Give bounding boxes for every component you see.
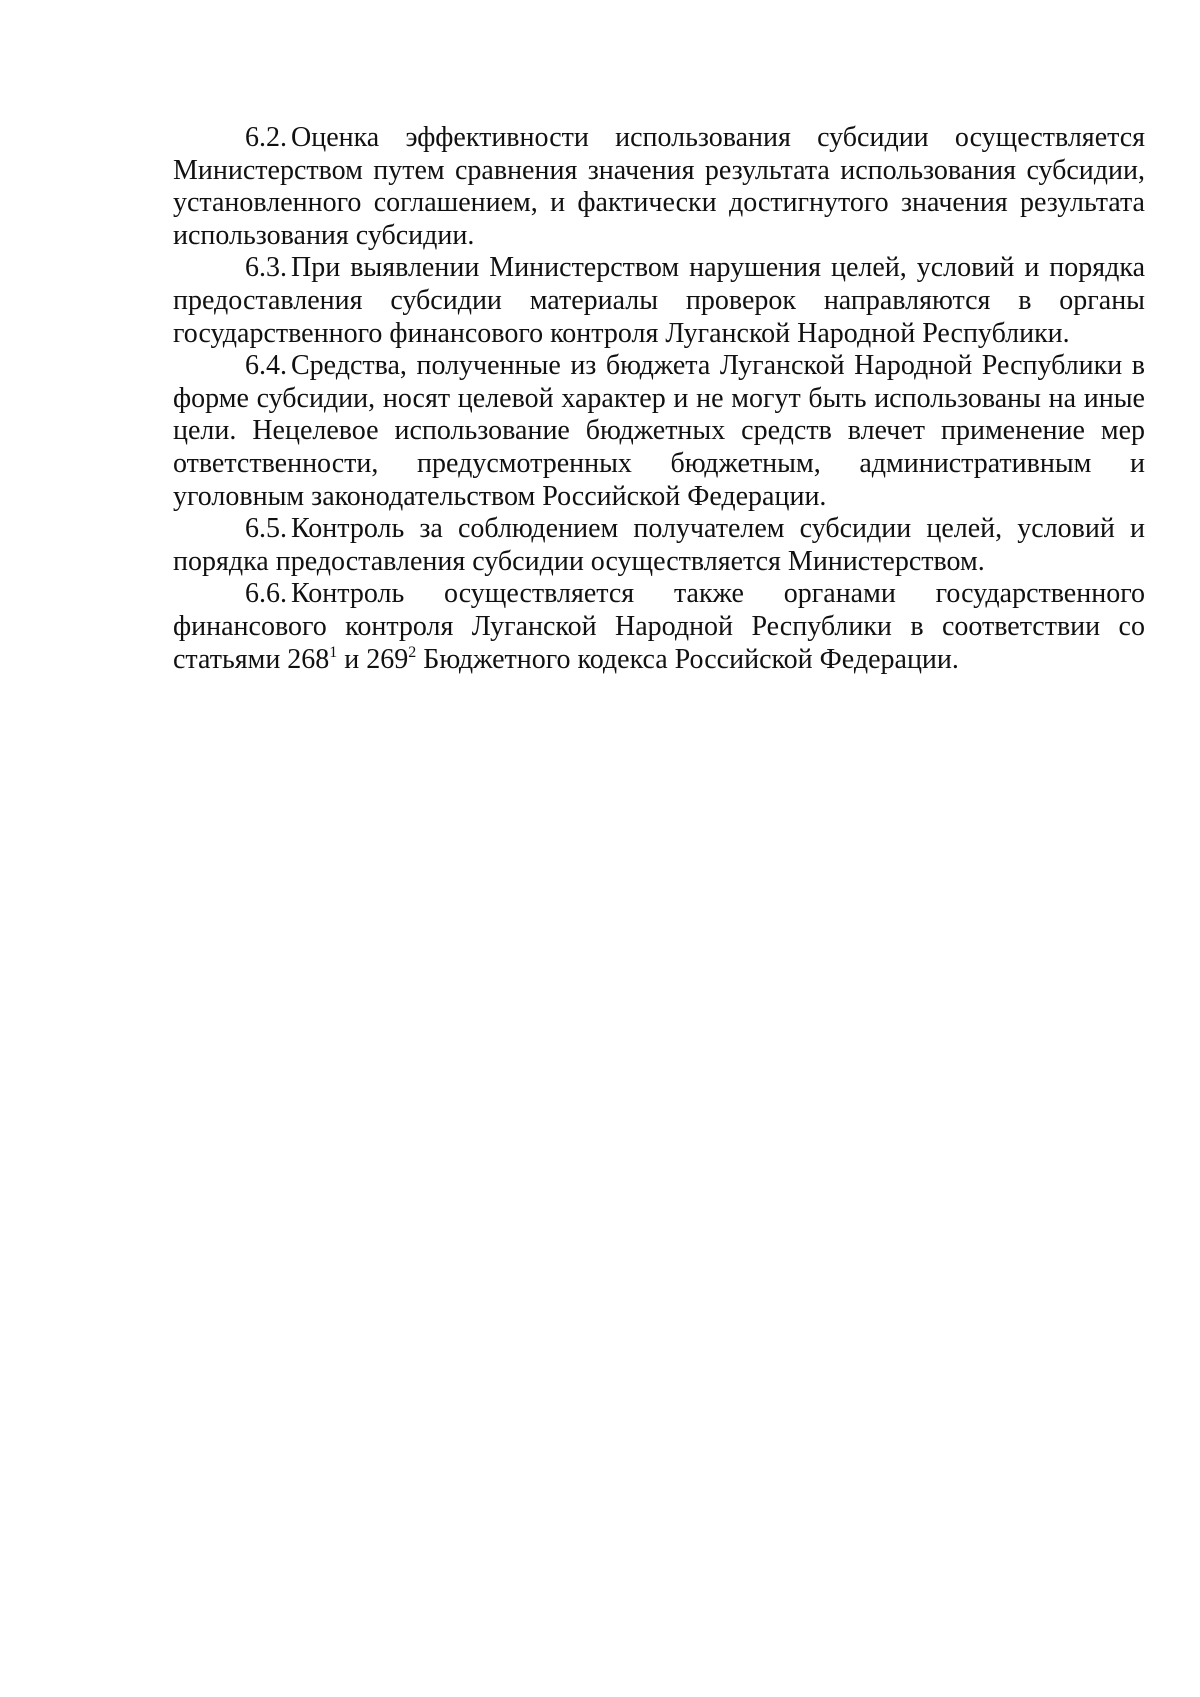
paragraph-6-3 [173, 252, 1145, 350]
paragraph-text: При выявлении Министерством нарушения целей, условий и порядка предоставления субсидии материалы проверок направляются в органы государственного финансового контроля Луганской Народной Республики. [173, 252, 1145, 349]
paragraph-6-4 [173, 350, 1145, 513]
paragraph-6-2 [173, 122, 1145, 252]
paragraph-text: Оценка эффективности использования субсидии осуществляется Министерством путем сравнения значения результата использования субсидии, установленного соглашением, и фактически достигнутого значения результата использования субсидии. [173, 122, 1145, 251]
paragraph-text: Контроль за соблюдением получателем субсидии целей, условий и порядка предоставления субсидии осуществляется Министерством. [173, 513, 1145, 577]
paragraph-number: 6.3. [245, 252, 287, 284]
paragraph-text-part3: Бюджетного кодекса Российской Федерации. [416, 643, 959, 675]
paragraph-text-part2: и 269 [337, 643, 409, 675]
paragraph-6-6 [173, 578, 1145, 676]
paragraph-number: 6.4. [245, 350, 287, 382]
document-body [173, 122, 1145, 676]
paragraph-number: 6.2. [245, 122, 287, 153]
paragraph-text: Средства, полученные из бюджета Луганской Народной Республики в форме субсидии, носят целевой характер и не могут быть использованы на иные цели. Нецелевое использование бюджетных средств влечет применение мер ответственности, предусмотренных бюджетным, административным и уголовным законодательством Российской Федерации. [173, 350, 1145, 512]
superscript-article-269: 2 [408, 643, 417, 661]
paragraph-6-5 [173, 513, 1145, 578]
paragraph-number: 6.5. [245, 513, 287, 545]
superscript-article-268: 1 [329, 643, 338, 661]
paragraph-text-part1: Контроль осуществляется также органами государственного финансового контроля Луганской Народной Республики в соответствии со статьями 268 [173, 578, 1145, 675]
paragraph-number: 6.6. [245, 578, 287, 610]
